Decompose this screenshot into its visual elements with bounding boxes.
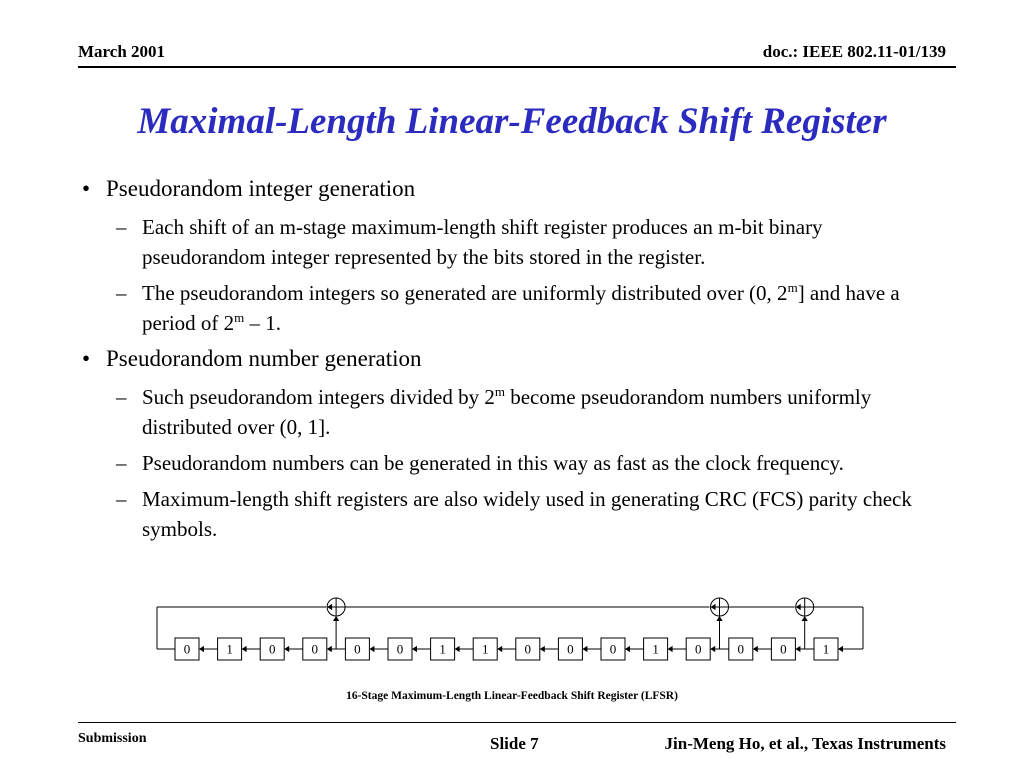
sub-bullet-text-mid: become pseudorandom numbers uniformly distributed over (0, 1]. bbox=[142, 385, 872, 439]
shift-arrow bbox=[199, 646, 204, 652]
lfsr-caption: 16-Stage Maximum-Length Linear-Feedback Shift Register (LFSR) bbox=[346, 690, 678, 702]
superscript-m: m bbox=[234, 310, 245, 325]
sub-bullet-text-pre: The pseudorandom integers so generated are uniformly distributed over (0, 2 bbox=[142, 281, 788, 305]
dash-marker: – bbox=[116, 385, 127, 409]
register-bit: 0 bbox=[354, 641, 361, 657]
shift-arrow bbox=[668, 646, 673, 652]
bullet-1-text: Pseudorandom integer generation bbox=[106, 176, 416, 201]
register-bit: 1 bbox=[439, 641, 446, 657]
footer-slide-number: Slide 7 bbox=[490, 734, 539, 753]
sub-bullet-2-3 bbox=[82, 484, 942, 544]
shift-arrow bbox=[795, 646, 800, 652]
tap-arrow bbox=[716, 616, 722, 621]
tap-arrow bbox=[333, 616, 339, 621]
shift-arrow bbox=[412, 646, 417, 652]
shift-arrow bbox=[710, 646, 715, 652]
sub-bullet-2-2 bbox=[82, 448, 942, 478]
bullet-marker: • bbox=[82, 346, 91, 371]
slide-title: Maximal-Length Linear-Feedback Shift Register bbox=[137, 101, 887, 142]
dash-marker: – bbox=[116, 487, 127, 511]
register-bit: 0 bbox=[183, 641, 191, 657]
shift-arrow bbox=[540, 646, 545, 652]
shift-arrow bbox=[497, 646, 502, 652]
shift-arrow bbox=[284, 646, 289, 652]
superscript-m: m bbox=[494, 384, 505, 399]
register-bit: 0 bbox=[311, 641, 319, 657]
shift-arrow bbox=[625, 646, 630, 652]
slide-body bbox=[82, 174, 942, 550]
dash-marker: – bbox=[116, 451, 127, 475]
register-bit: 0 bbox=[780, 641, 787, 657]
register-bit: 0 bbox=[268, 641, 276, 657]
sub-bullet-2-1 bbox=[82, 382, 942, 442]
register-bit: 1 bbox=[652, 641, 659, 657]
sub-bullet-text-post: – 1. bbox=[244, 311, 282, 335]
shift-arrow bbox=[242, 646, 247, 652]
register-bit: 0 bbox=[396, 641, 404, 657]
bullet-1 bbox=[82, 174, 942, 204]
sub-bullet-1-1 bbox=[82, 212, 942, 272]
bullet-2-text: Pseudorandom number generation bbox=[106, 346, 422, 371]
feedback-arrow bbox=[838, 646, 843, 652]
bullet-marker: • bbox=[82, 176, 91, 201]
sub-bullet-text-pre: Such pseudorandom integers divided by 2 bbox=[142, 385, 495, 409]
footer-divider bbox=[78, 722, 956, 723]
shift-arrow bbox=[327, 646, 332, 652]
shift-arrow bbox=[455, 646, 460, 652]
register-bit: 1 bbox=[481, 641, 489, 657]
register-bit: 0 bbox=[524, 641, 532, 657]
superscript-m: m bbox=[787, 280, 798, 295]
sub-bullet-text: Pseudorandom numbers can be generated in this way as fast as the clock frequency. bbox=[142, 451, 844, 475]
tap-arrow bbox=[802, 616, 808, 621]
register-bit: 0 bbox=[694, 641, 702, 657]
dash-marker: – bbox=[116, 281, 127, 305]
bullet-2 bbox=[82, 344, 942, 374]
sub-bullet-text: Each shift of an m-stage maximum-length shift register produces an m-bit binary pseudorandom integer represented by the bits stored in the register. bbox=[142, 215, 823, 269]
register-bit: 0 bbox=[737, 641, 745, 657]
footer-submission: Submission bbox=[78, 731, 147, 746]
header-divider bbox=[78, 66, 956, 68]
sub-bullet-1-2 bbox=[82, 278, 942, 338]
register-bit: 0 bbox=[567, 641, 574, 657]
register-bit: 1 bbox=[226, 641, 233, 657]
sub-bullet-text-mid: ] and have a period of 2 bbox=[142, 281, 900, 335]
shift-arrow bbox=[369, 646, 374, 652]
header-doc-id: doc.: IEEE 802.11-01/139 bbox=[762, 42, 946, 61]
register-bit: 1 bbox=[822, 641, 830, 657]
register-bit: 0 bbox=[609, 641, 617, 657]
header-date: March 2001 bbox=[78, 42, 166, 61]
footer-author: Jin-Meng Ho, et al., Texas Instruments bbox=[664, 734, 946, 753]
sub-bullet-text: Maximum-length shift registers are also widely used in generating CRC (FCS) parity check symbols. bbox=[142, 487, 912, 541]
shift-arrow bbox=[582, 646, 587, 652]
shift-arrow bbox=[753, 646, 758, 652]
dash-marker: – bbox=[116, 215, 127, 239]
lfsr-diagram bbox=[0, 590, 1024, 670]
